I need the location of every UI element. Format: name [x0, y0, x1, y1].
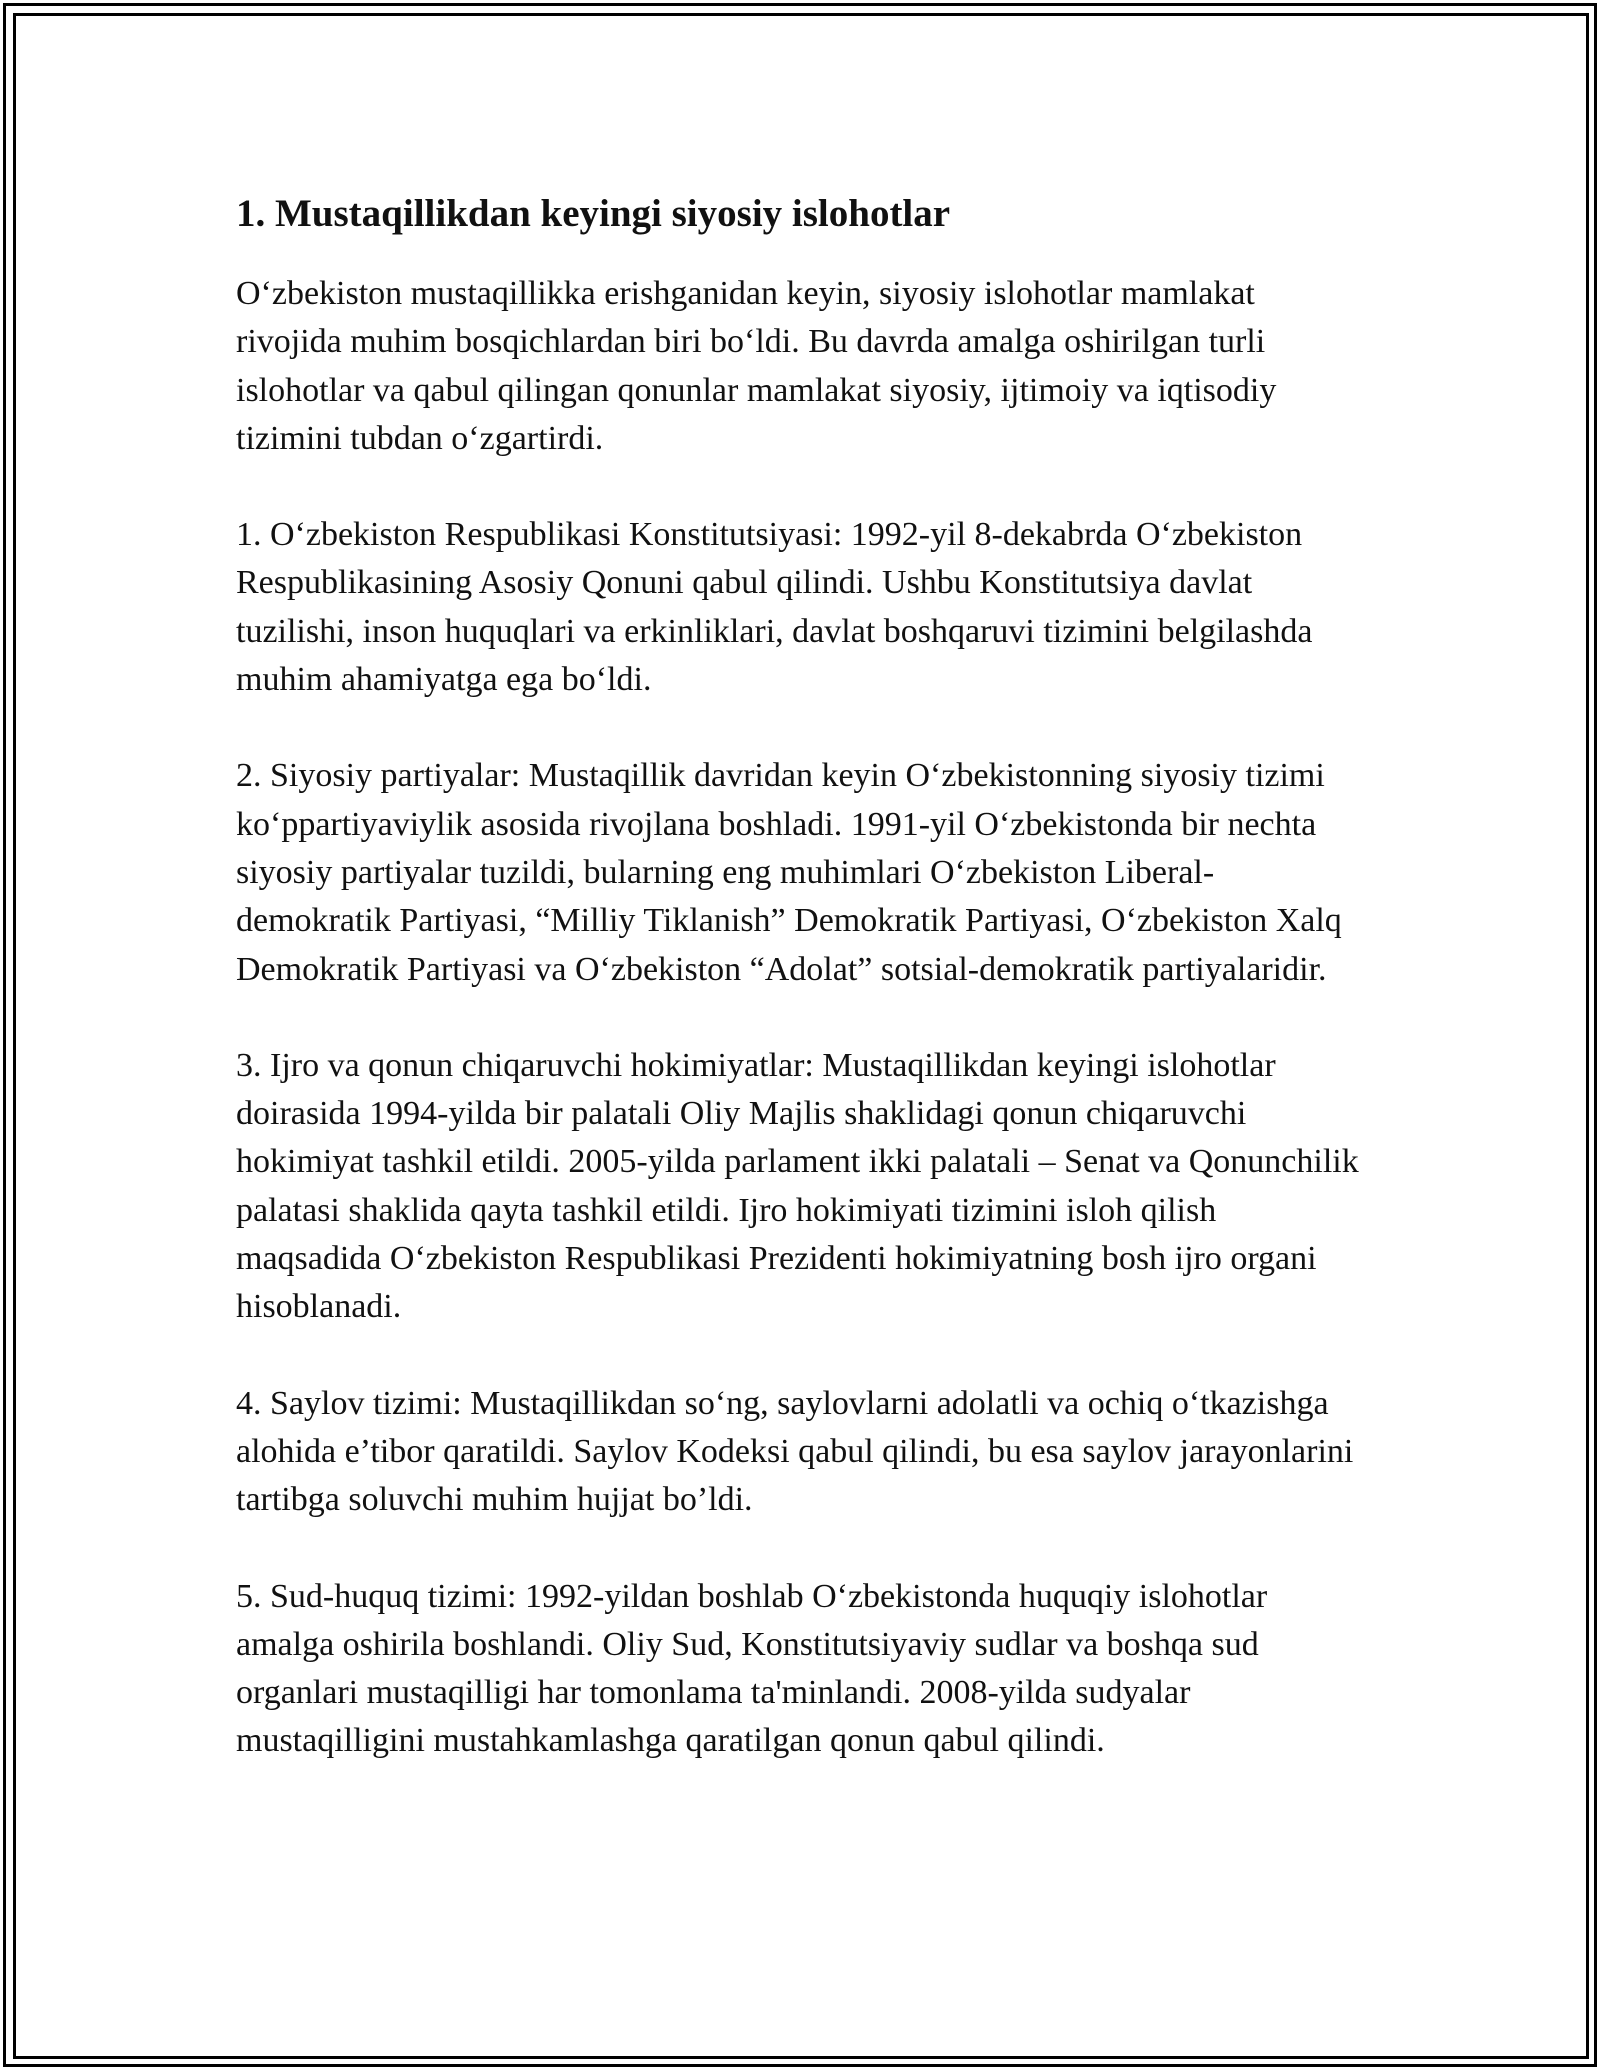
paragraph-constitution: 1. O‘zbekiston Respublikasi Konstitutsiyasi: 1992-yil 8-dekabrda O‘zbekiston Respublikasining Asosiy Qonuni qabul qilindi. Ushbu Konstitutsiya davlat tuzilishi, inson huquqlari va erkinliklari, davlat boshqaruvi tizimini belgilashda muhim ahamiyatga ega bo‘ldi.: [236, 516, 1313, 699]
paragraph-judicial-system: 5. Sud-huquq tizimi: 1992-yildan boshlab O‘zbekistonda huquqiy islohotlar amalga oshirila boshlandi. Oliy Sud, Konstitutsiyaviy sudlar va boshqa sud organlari mustaqilligi har tomonlama ta'minlandi. 2008-yilda sudyalar mustaqilligini mustahkamlashga qaratilgan qonun qabul qilindi.: [236, 1577, 1268, 1760]
paragraph-executive-legislative: 3. Ijro va qonun chiqaruvchi hokimiyatlar: Mustaqillikdan keyingi islohotlar doirasida 1994-yilda bir palatali Oliy Majlis shaklidagi qonun chiqaruvchi hokimiyat tashkil etildi. 2005-yilda parlament ikki palatali – Senat va Qonunchilik palatasi shaklida qayta tashkil etildi. Ijro hokimiyati tizimini isloh qilish maqsadida O‘zbekiston Respublikasi Prezidenti hokimiyatning bosh ijro organi hisoblanadi.: [236, 1046, 1359, 1326]
paragraph-political-parties: 2. Siyosiy partiyalar: Mustaqillik davridan keyin O‘zbekistonning siyosiy tizimi ko‘ppartiyaviylik asosida rivojlana boshladi. 1991-yil O‘zbekistonda bir nechta siyosiy partiyalar tuzildi, bularning eng muhimlari O‘zbekiston Liberal-demokratik Partiyasi, “Milliy Tiklanish” Demokratik Partiyasi, O‘zbekiston Xalq Demokratik Partiyasi va O‘zbekiston “Adolat” sotsial-demokratik partiyalaridir.: [236, 757, 1342, 988]
document-body: [236, 188, 1366, 1766]
intro-paragraph: O‘zbekiston mustaqillikka erishganidan keyin, siyosiy islohotlar mamlakat rivojida muhim bosqichlardan biri bo‘ldi. Bu davrda amalga oshirilgan turli islohotlar va qabul qilingan qonunlar mamlakat siyosiy, ijtimoiy va iqtisodiy tizimini tubdan o‘zgartirdi.: [236, 275, 1277, 457]
section-title: 1. Mustaqillikdan keyingi siyosiy islohotlar: [236, 192, 951, 235]
paragraph-electoral-system: 4. Saylov tizimi: Mustaqillikdan so‘ng, saylovlarni adolatli va ochiq o‘tkazishga alohida e’tibor qaratildi. Saylov Kodeksi qabul qilindi, bu esa saylov jarayonlarini tartibga soluvchi muhim hujjat bo’ldi.: [236, 1384, 1354, 1519]
